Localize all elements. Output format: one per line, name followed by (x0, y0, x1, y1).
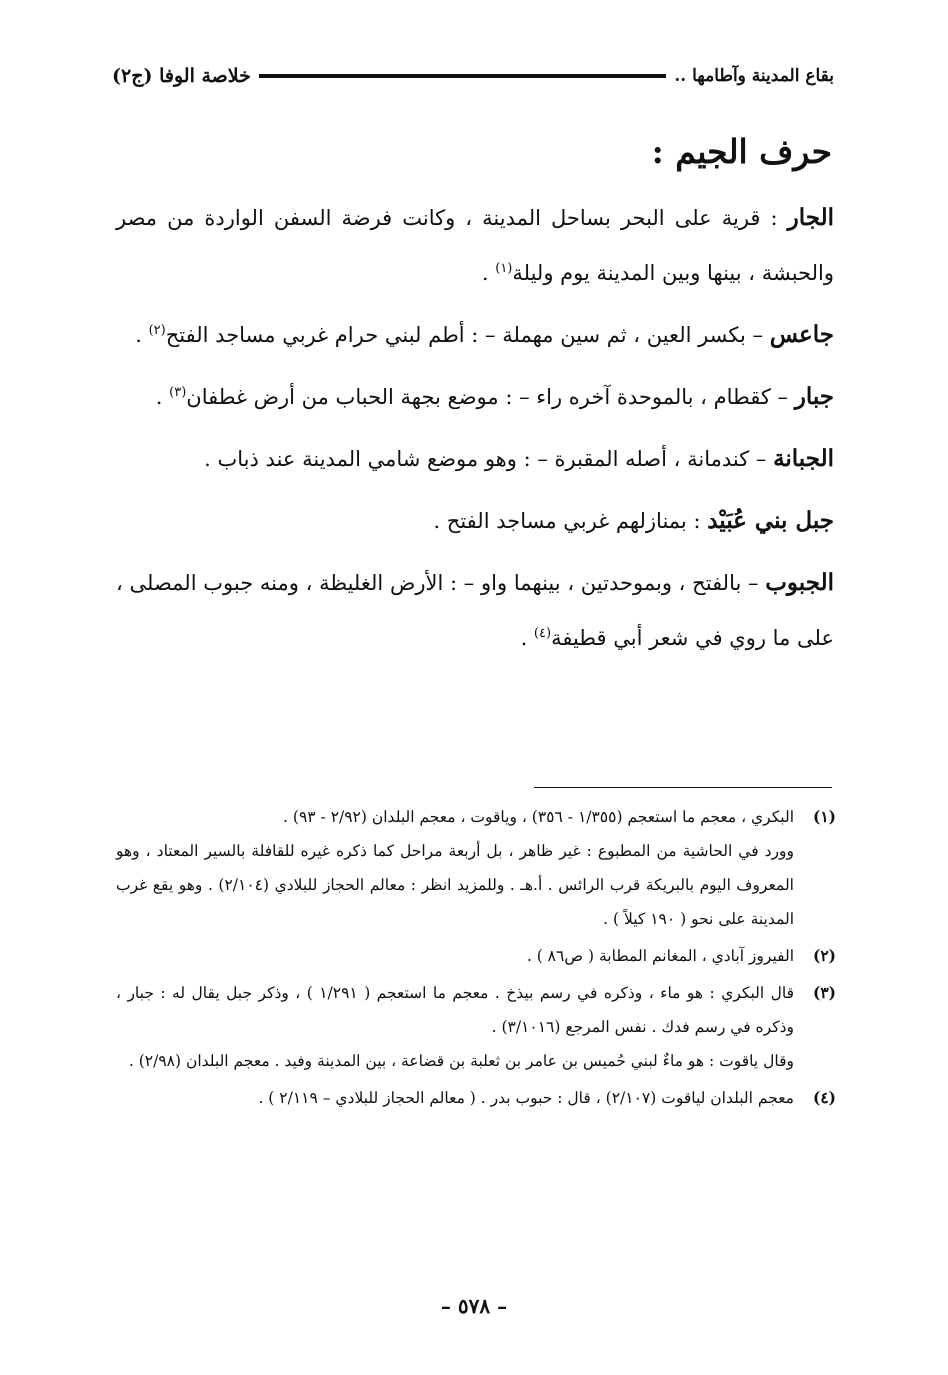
footnote (116, 976, 836, 1078)
entry-text: – كقطام ، بالموحدة آخره راء – : موضع بجهة الحباب من أرض غطفان (186, 385, 795, 409)
footnotes (116, 800, 836, 1118)
entry-term: الجار (787, 204, 834, 231)
footnote-line: وورد في الحاشية من المطبوع : غير ظاهر ، بل أربعة مراحل كما ذكره غيره للقافلة بالسير المعتاد ، وهو المعروف اليوم بالبريكة قرب الرائس . أ.هـ . وللمزيد انظر : معالم الحجاز للبلادي (٢/١٠٤) . وهو يقع غرب المدينة على نحو ( ١٩٠ كيلاً ) . (116, 842, 794, 928)
entry-term: الجبوب (765, 569, 834, 596)
footnote-rule (534, 787, 832, 788)
footnote (116, 800, 836, 936)
entry-end: . (481, 261, 496, 285)
footnote-ref: (١) (495, 261, 513, 276)
footnote-number: (٤) (812, 1088, 836, 1107)
footnote-body (116, 976, 794, 1078)
running-header-section-title: بقاع المدينة وآطامها .. (674, 66, 834, 86)
footnote-ref: (٣) (169, 385, 187, 400)
footnote-line: البكري ، معجم ما استعجم (١/٣٥٥ - ٣٥٦) ، وياقوت ، معجم البلدان (٢/٩٢ - ٩٣) . (283, 808, 794, 826)
entry (116, 307, 834, 363)
entry-term: الجبانة (773, 445, 834, 472)
footnote (116, 939, 836, 973)
entry-term: جاعس (769, 321, 834, 348)
entry-end: . (135, 323, 149, 347)
entry-text: : قرية على البحر بساحل المدينة ، وكانت فرضة السفن الواردة من مصر والحبشة ، بينها وبين المدينة يوم وليلة (116, 206, 834, 285)
footnote-line: معجم البلدان لياقوت (٢/١٠٧) ، قال : حبوب بدر . ( معالم الحجاز للبلادي – ٢/١١٩ ) . (258, 1089, 794, 1107)
entries-list (116, 190, 834, 672)
running-header-rule (259, 74, 667, 78)
page-number: – ٥٧٨ – (440, 1294, 508, 1318)
footnote-line: قال البكري : هو ماء ، وذكره في رسم بيذخ . معجم ما استعجم ( ١/٢٩١ ) ، وذكر جبل يقال له : جبار ، وذكره في رسم فدك . نفس المرجع (٣/١٠١٦) . (116, 984, 795, 1036)
footnote-body (116, 800, 794, 936)
footnote-body (116, 939, 794, 973)
entry-term: جبار (794, 383, 834, 410)
footnote-body (116, 1081, 794, 1115)
running-header (112, 58, 834, 94)
entry (116, 431, 834, 487)
footnote-ref: (٢) (148, 323, 166, 338)
footnote-ref: (٤) (533, 626, 552, 641)
footnote (116, 1081, 836, 1115)
entry-text: – كندمانة ، أصله المقبرة – : وهو موضع شامي المدينة عند ذباب . (204, 447, 774, 471)
entry-text: – بالفتح ، وبموحدتين ، بينهما واو – : الأرض الغليظة ، ومنه جبوب المصلى ، على ما روي في شعر أبي قطيفة (116, 571, 834, 650)
entry-end: . (520, 626, 534, 650)
entry (116, 190, 834, 301)
footnote-line: الفيروز آبادي ، المغانم المطابة ( ص٨٦ ) . (526, 947, 794, 965)
entry (116, 555, 834, 666)
entry-text: – بكسر العين ، ثم سين مهملة – : أطم لبني حرام غربي مساجد الفتح (165, 323, 770, 347)
entry-end: . (155, 385, 170, 409)
running-header-book-title: خلاصة الوفا (ج٢) (112, 65, 251, 87)
footnote-number: (٣) (812, 983, 836, 1002)
footnote-number: (١) (812, 807, 836, 826)
entry (116, 369, 834, 425)
entry-text: : بمنازلهم غربي مساجد الفتح . (433, 509, 708, 533)
section-heading: حرف الجيم : (651, 132, 832, 171)
entry (116, 493, 834, 549)
footnote-line: وقال ياقوت : هو ماءٌ لبني حُميس بن عامر بن ثعلبة بن قضاعة ، بين المدينة وفيد . معجم البلدان (٢/٩٨) . (128, 1052, 794, 1070)
entry-term: جبل بني عُبَيْد (707, 507, 834, 534)
footnote-number: (٢) (812, 946, 836, 965)
